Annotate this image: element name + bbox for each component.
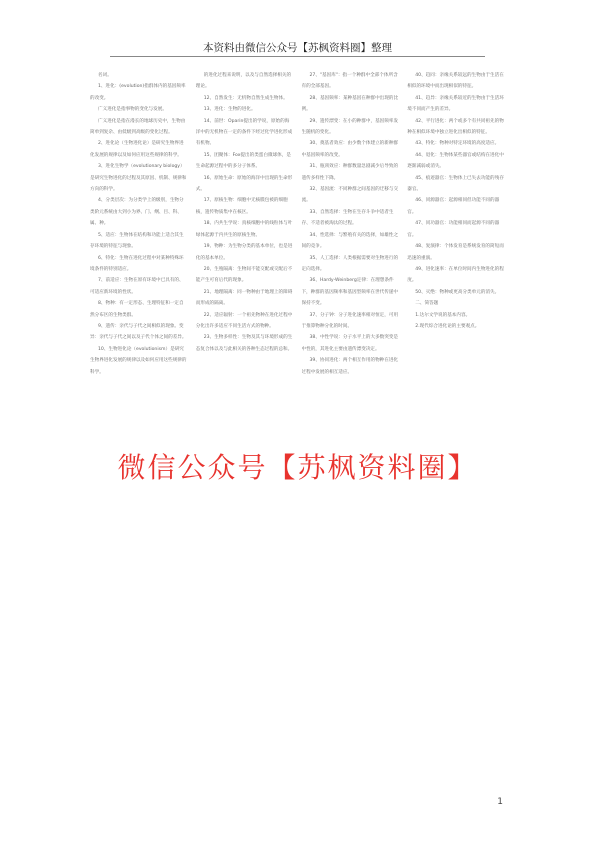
paragraph: 45、痕迹器官：生物体上已失去功能的残存器官。	[407, 175, 504, 193]
paragraph: 15、团聚体：Fox提出的类蛋白微球体，是生命起源过程中的多分子体系。	[195, 152, 291, 170]
paragraph: 的进化过程来说明，以及与自然选择相关的理论。	[195, 73, 292, 90]
paragraph: 35、人工选择：人类根据需要对生物进行的定向选择。	[301, 255, 399, 272]
watermark: 微信公众号【苏枫资料圈】	[117, 451, 478, 484]
paragraph: 33、自然选择：生物在生存斗争中适者生存、不适者被淘汰的过程。	[301, 209, 394, 227]
paragraph: 23、生物多样性：生物及其与环境形成的生态复合体以及与此相关的各种生态过程的总和。	[195, 335, 293, 352]
column-2	[196, 70, 294, 770]
paragraph: 34、性选择：与繁殖有关的选择，如雄性之间的竞争。	[301, 232, 399, 250]
column-4	[407, 70, 505, 770]
paragraph: 广义进化是指事物的变化与发展。	[98, 107, 167, 113]
paragraph: 44、退化：生物体某些器官或结构在进化中逐渐减弱或消失。	[407, 152, 504, 170]
paragraph: 16、原始生命：原始的海洋中出现的生命形式。	[195, 175, 293, 193]
paragraph: 20、生殖隔离：生物间不能交配或交配后不能产生可育后代的现象。	[195, 266, 293, 284]
paragraph: 14、前世：Oparin提出的学说，原始的海洋中的无机物在一定的条件下经过化学进化形成有机物。	[195, 118, 293, 147]
paragraph: 广义进化是指在漫长的地球历史中，生物由简单到复杂、由低级到高级的变化过程。	[90, 118, 186, 136]
paragraph: 43、特化：物种对特定环境的高度适应。	[415, 141, 500, 147]
paragraph: 2、进化论（生物进化论）是研究生物界进化发展的规律以及如何应用这些规律的科学。	[90, 141, 184, 158]
paragraph: 12、自然发生：无机物自然生成生物体。	[203, 95, 288, 101]
paragraph: 41、趋异：亲缘关系较近的生物由于生活环境不同而产生的差异。	[407, 95, 504, 113]
paragraph: 32、基因流：不同种群之间基因的迁移与交流。	[301, 187, 399, 204]
page-header: 本资料由微信公众号【苏枫资料圈】整理	[203, 42, 392, 54]
header-divider	[110, 56, 485, 57]
column-1	[90, 70, 188, 770]
paragraph: 19、物种：为生物分类的基本单位，也是进化的基本单位。	[195, 244, 293, 261]
column-3	[302, 70, 400, 770]
paragraph: 47、同功器官：功能相同而起源不同的器官。	[407, 221, 500, 238]
paragraph: 39、协同进化：两个相互作用的物种在进化过程中发展的相互适应。	[301, 358, 399, 375]
paragraph: 5、适应：生物体在结构和功能上适合其生存环境的特征与现象。	[90, 232, 184, 250]
paragraph: 31、瓶颈效应：种群数量急剧减少后导致的遗传多样性下降。	[301, 164, 399, 181]
paragraph: 13、进化：生物的进化。	[203, 107, 256, 113]
paragraph: 名词。	[98, 73, 112, 78]
paragraph: 46、同源器官：起源相同但功能不同的器官。	[407, 198, 500, 215]
paragraph: 22、适应辐射：一个祖先物种在进化过程中分化出许多适应不同生活方式的物种。	[195, 312, 293, 329]
paragraph: 30、奠基者效应：由少数个体建立的新种群中基因频率的改变。	[301, 141, 399, 158]
page-number: 1	[497, 797, 503, 807]
paragraph: 7、前适应：生物在原有环境中已具有的、可适应新环境的性状。	[90, 278, 184, 295]
paragraph: 40、趋同：亲缘关系较远的生物由于生活在相似的环境中而出现相似的特征。	[407, 73, 504, 90]
paragraph: 6、特化：生物在进化过程中对某种特殊环境条件的特别适应。	[90, 255, 184, 272]
paragraph: 2.现代综合进化论的主要观点。	[415, 323, 480, 329]
paragraph: 3、进化生物学（evolutionary biology）是研究生物进化的过程及其原因、机制、规律和方向的科学。	[90, 164, 187, 193]
paragraph: 42、平行进化：两个或多个有共同祖先的物种在相似环境中独立进化出相似的特征。	[407, 118, 504, 136]
paragraph: 17、原核生物：细胞中无核膜包被的细胞核，遗传物质集中在核区。	[195, 198, 288, 215]
paragraph: 29、遗传漂变：在小的种群中，基因频率发生随机的变化。	[301, 118, 399, 136]
paragraph: 28、基因频率：某种基因在种群中出现的比例。	[301, 95, 399, 113]
paragraph: 1、进化：(evolution)指群体内的基因频率的改变。	[90, 84, 186, 101]
paragraph: 10、生物进化论（evolutionism）是研究生物界进化发展的规律以及如何应用这些规律的科学。	[90, 346, 187, 375]
paragraph: 二、简答题	[415, 301, 439, 307]
paragraph: 37、分子钟：分子进化速率相对恒定，可用于推算物种分化的时间。	[301, 312, 399, 329]
paragraph: 21、地理隔离：同一物种由于地理上的障碍而形成的隔离。	[195, 289, 293, 307]
paragraph: 38、中性学说：分子水平上的大多数突变是中性的，其进化主要由遗传漂变决定。	[301, 335, 399, 352]
paragraph: 27、"基因库"：指一个种群中全部个体所含有的全部基因。	[301, 73, 398, 90]
paragraph: 36、Hardy-Weinberg定律：在理想条件下，种群的基因频率和基因型频率在世代传递中保持不变。	[301, 278, 398, 307]
paragraph: 49、进化速率：在单位时间内生物进化的程度。	[407, 266, 504, 284]
paragraph: 18、内共生学说：真核细胞中的线粒体与叶绿体起源于内共生的原核生物。	[195, 221, 293, 238]
text-columns	[90, 70, 505, 770]
paragraph: 48、复演律：个体发育是系统发育的简短而迅速的重演。	[407, 244, 504, 261]
paragraph: 8、物种：有一定形态、生理特征和一定自然分布区的生物类群。	[90, 301, 184, 318]
paragraph: 4、分类层次：为分类学上的级别，生物分类阶元系统由大到小为界、门、纲、目、科、属、种。	[90, 198, 184, 227]
paragraph: 1.达尔文学说的基本内容。	[415, 312, 471, 318]
paragraph: 50、灭绝：物种或更高分类单元的消失。	[415, 289, 500, 295]
paragraph: 9、遗传：亲代与子代之间相似的现象。变异：亲代与子代之间以及子代个体之间的差异。	[90, 323, 187, 341]
